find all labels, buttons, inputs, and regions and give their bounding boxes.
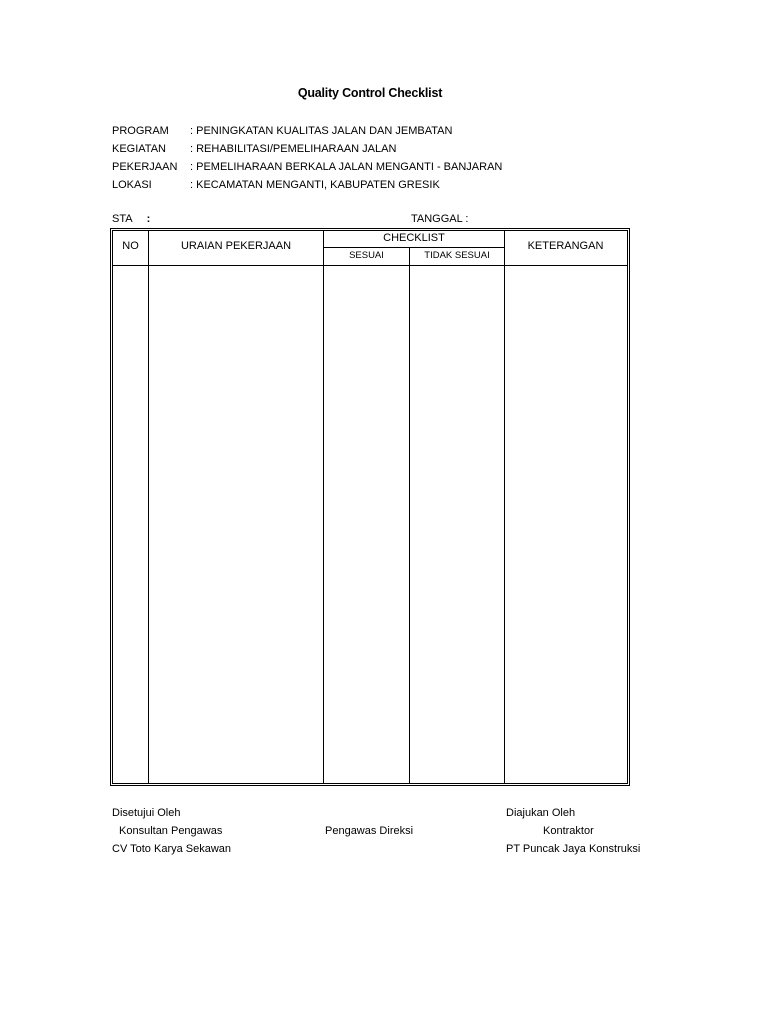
submitted-by-label: Diajukan Oleh bbox=[506, 807, 576, 819]
column-header-sesuai: SESUAI bbox=[349, 250, 384, 261]
column-header-uraian: URAIAN PEKERJAAN bbox=[180, 240, 292, 252]
approved-by-label: Disetujui Oleh bbox=[112, 807, 181, 819]
contractor-company: PT Puncak Jaya Konstruksi bbox=[506, 843, 641, 855]
director-role: Pengawas Direksi bbox=[325, 825, 414, 837]
column-header-tidak-sesuai: TIDAK SESUAI bbox=[424, 250, 490, 261]
sta-label: STA bbox=[112, 213, 133, 225]
column-divider-no bbox=[148, 230, 149, 783]
lokasi-row bbox=[112, 176, 502, 194]
document-title: Quality Control Checklist bbox=[297, 86, 443, 100]
program-row bbox=[112, 122, 502, 140]
kegiatan-label: KEGIATAN bbox=[112, 143, 166, 155]
contractor-role: Kontraktor bbox=[543, 825, 594, 837]
pekerjaan-row bbox=[112, 158, 502, 176]
sta-field bbox=[112, 213, 150, 225]
consultant-role: Konsultan Pengawas bbox=[119, 825, 223, 837]
checklist-subheader-divider bbox=[323, 247, 504, 248]
column-header-keterangan: KETERANGAN bbox=[527, 240, 604, 252]
kegiatan-value: : REHABILITASI/PEMELIHARAAN JALAN bbox=[190, 143, 397, 155]
column-header-no: NO bbox=[122, 240, 139, 252]
column-divider-sesuai bbox=[409, 247, 410, 783]
column-divider-checklist bbox=[504, 230, 505, 783]
sta-colon: : bbox=[146, 213, 151, 225]
column-header-checklist: CHECKLIST bbox=[383, 232, 445, 244]
project-info bbox=[112, 122, 502, 194]
pekerjaan-label: PEKERJAAN bbox=[112, 161, 178, 173]
column-divider-uraian bbox=[323, 230, 324, 783]
header-bottom-divider bbox=[113, 265, 627, 266]
lokasi-value: : KECAMATAN MENGANTI, KABUPATEN GRESIK bbox=[190, 179, 440, 191]
pekerjaan-value: : PEMELIHARAAN BERKALA JALAN MENGANTI - BANJARAN bbox=[190, 161, 503, 173]
program-value: : PENINGKATAN KUALITAS JALAN DAN JEMBATAN bbox=[190, 125, 453, 137]
program-label: PROGRAM bbox=[112, 125, 169, 137]
table-inner-border bbox=[112, 230, 628, 784]
tanggal-label: TANGGAL : bbox=[411, 213, 469, 225]
consultant-company: CV Toto Karya Sekawan bbox=[112, 843, 232, 855]
kegiatan-row bbox=[112, 140, 502, 158]
lokasi-label: LOKASI bbox=[112, 179, 152, 191]
